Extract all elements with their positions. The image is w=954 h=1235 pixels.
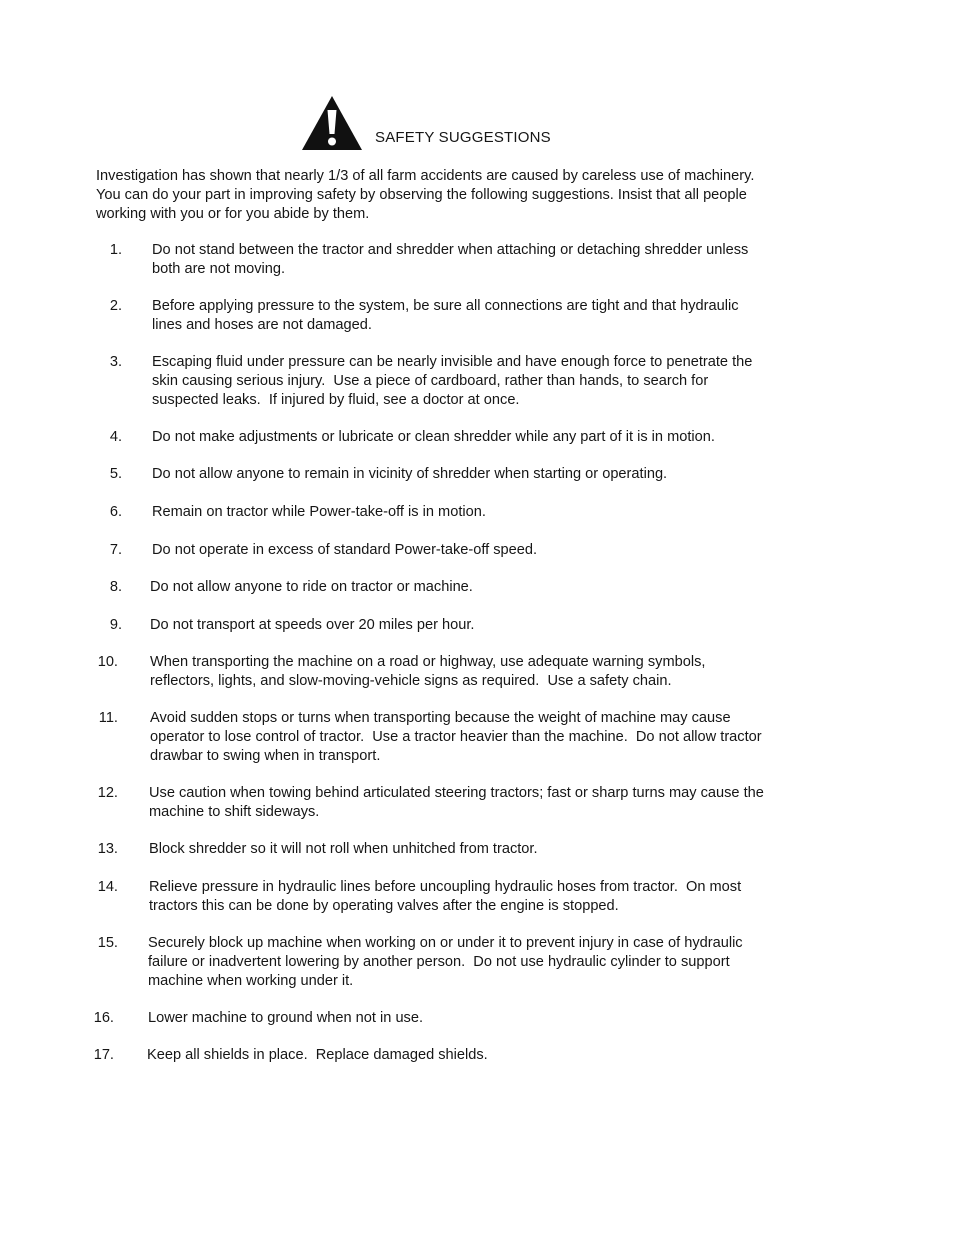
item-text-line: Before applying pressure to the system, be sure all connections are tight and that hydraulic <box>152 298 739 314</box>
item-text-line: Use caution when towing behind articulated steering tractors; fast or sharp turns may cause the <box>149 785 764 801</box>
item-text-line: operator to lose control of tractor. Use a tractor heavier than the machine. Do not allow tractor <box>150 729 762 745</box>
intro-line: You can do your part in improving safety by observing the following suggestions. Insist that all people <box>96 187 747 203</box>
item-text-line: both are not moving. <box>152 261 286 277</box>
item-number: 14. <box>97 879 118 895</box>
item-text <box>152 297 847 335</box>
item-number: 16. <box>93 1010 114 1026</box>
item-text-line: Do not transport at speeds over 20 miles per hour. <box>150 617 475 633</box>
item-text-line: machine to shift sideways. <box>149 804 320 820</box>
item-text-line: Escaping fluid under pressure can be nearly invisible and have enough force to penetrate the <box>152 354 753 370</box>
item-text <box>152 503 847 522</box>
item-number: 1. <box>109 242 122 258</box>
item-text-line: Remain on tractor while Power-take-off is in motion. <box>152 504 486 520</box>
item-text-line: reflectors, lights, and slow-moving-vehicle signs as required. Use a safety chain. <box>150 673 672 689</box>
item-number: 8. <box>109 579 122 595</box>
item-text-line: Lower machine to ground when not in use. <box>148 1010 424 1026</box>
item-number: 12. <box>97 785 118 801</box>
item-text-line: skin causing serious injury. Use a piece of cardboard, rather than hands, to search for <box>152 373 709 389</box>
item-text <box>149 784 844 822</box>
item-text-line: tractors this can be done by operating valves after the engine is stopped. <box>149 898 619 914</box>
item-text-line: drawbar to swing when in transport. <box>150 748 381 764</box>
item-number: 9. <box>109 617 122 633</box>
item-text <box>149 840 844 859</box>
item-text <box>147 1046 842 1065</box>
item-text-line: Do not allow anyone to ride on tractor or machine. <box>150 579 473 595</box>
item-number: 3. <box>109 354 122 370</box>
item-number: 11. <box>98 710 118 726</box>
intro-paragraph <box>96 167 841 224</box>
warning-triangle-icon <box>300 94 364 152</box>
item-text-line: Avoid sudden stops or turns when transporting because the weight of machine may cause <box>150 710 731 726</box>
item-text-line: Do not allow anyone to remain in vicinity of shredder when starting or operating. <box>152 466 668 482</box>
item-number: 6. <box>109 504 122 520</box>
intro-line: Investigation has shown that nearly 1/3 of all farm accidents are caused by careless use of machinery. <box>96 168 755 184</box>
item-number: 13. <box>97 841 118 857</box>
item-text <box>152 428 847 447</box>
item-text-line: lines and hoses are not damaged. <box>152 317 372 333</box>
item-text <box>149 878 844 916</box>
item-text <box>150 653 845 691</box>
item-text-line: Block shredder so it will not roll when unhitched from tractor. <box>149 841 538 857</box>
intro-line: working with you or for you abide by them. <box>96 206 370 222</box>
item-text-line: Do not operate in excess of standard Power-take-off speed. <box>152 542 538 558</box>
item-text-line: Keep all shields in place. Replace damaged shields. <box>147 1047 488 1063</box>
item-text <box>148 1009 843 1028</box>
item-text-line: Do not make adjustments or lubricate or clean shredder while any part of it is in motion. <box>152 429 715 445</box>
item-text-line: failure or inadvertent lowering by another person. Do not use hydraulic cylinder to support <box>148 954 730 970</box>
item-text <box>150 616 845 635</box>
item-text-line: Securely block up machine when working on or under it to prevent injury in case of hydraulic <box>148 935 743 951</box>
item-text-line: Relieve pressure in hydraulic lines before uncoupling hydraulic hoses from tractor. On most <box>149 879 742 895</box>
item-number: 15. <box>97 935 118 951</box>
warning-header <box>300 92 364 152</box>
item-text <box>152 541 847 560</box>
item-text-line: machine when working under it. <box>148 973 354 989</box>
item-text <box>152 353 847 410</box>
item-text-line: When transporting the machine on a road or highway, use adequate warning symbols, <box>150 654 706 670</box>
item-text <box>148 934 843 991</box>
item-text <box>152 241 847 279</box>
item-text <box>152 465 847 484</box>
item-number: 5. <box>109 466 122 482</box>
item-number: 2. <box>109 298 122 314</box>
item-text-line: suspected leaks. If injured by fluid, see a doctor at once. <box>152 392 520 408</box>
page-title: SAFETY SUGGESTIONS <box>375 129 551 146</box>
item-number: 10. <box>97 654 118 670</box>
item-text <box>150 709 845 766</box>
item-number: 4. <box>109 429 122 445</box>
item-text-line: Do not stand between the tractor and shredder when attaching or detaching shredder unless <box>152 242 749 258</box>
item-number: 17. <box>93 1047 114 1063</box>
item-number: 7. <box>109 542 122 558</box>
item-text <box>150 578 845 597</box>
